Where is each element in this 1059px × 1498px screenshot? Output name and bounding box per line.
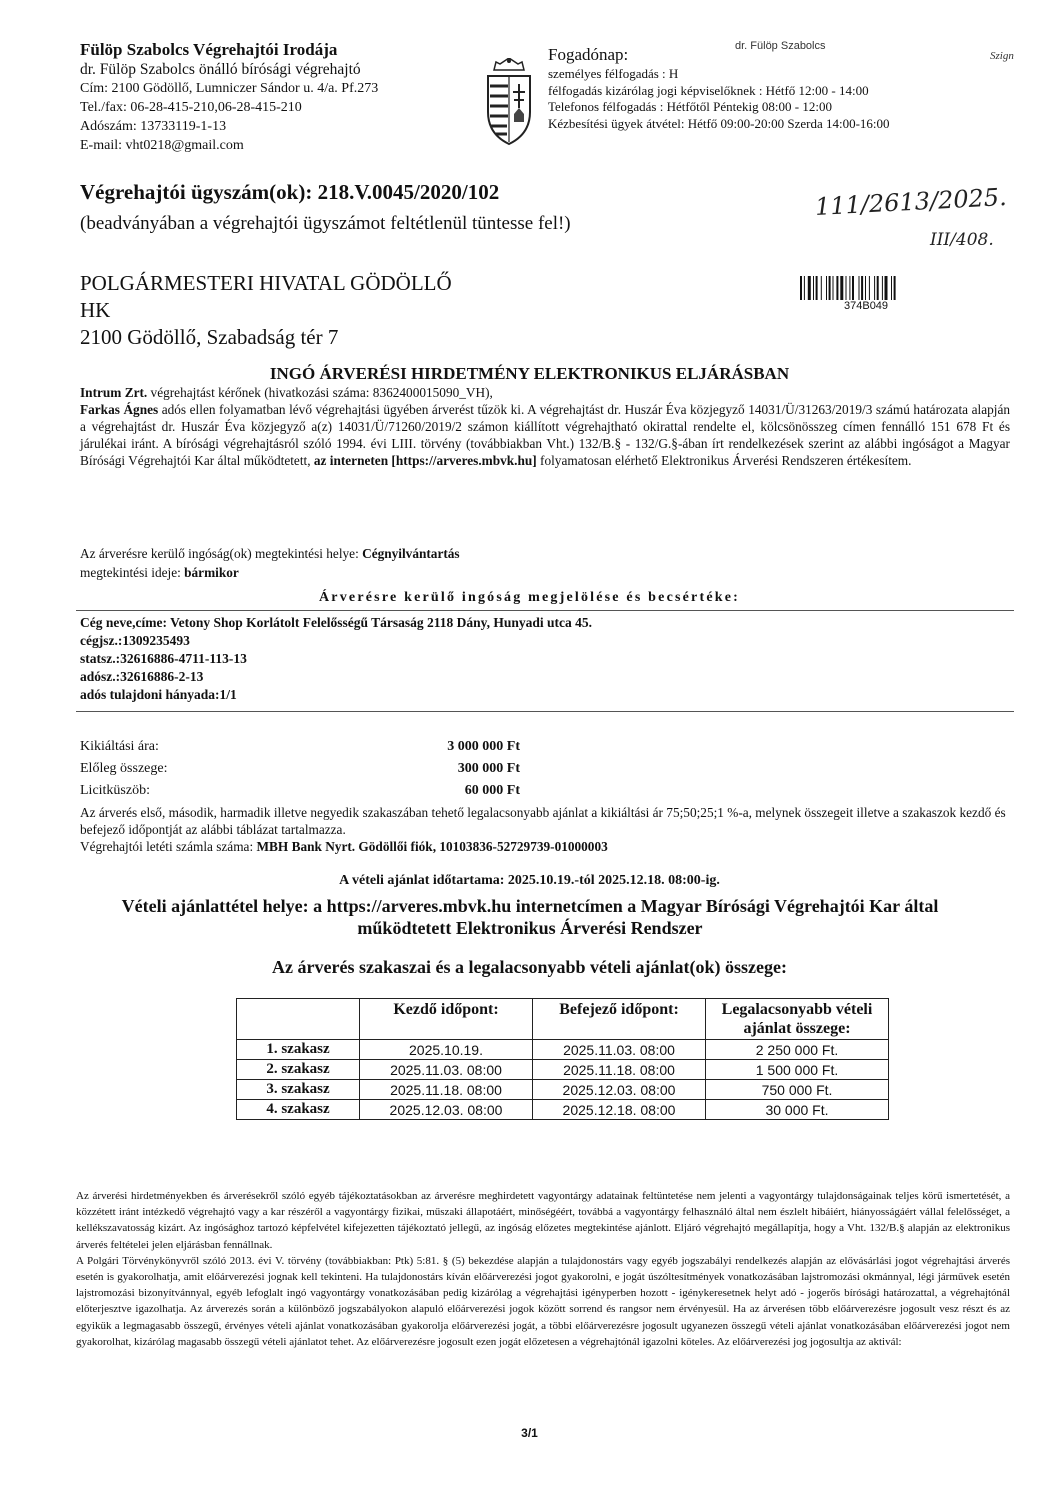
reception-title: Fogadónap: [548, 45, 629, 64]
viewing-place-label: Az árverésre kerülő ingóság(ok) megtekintési helye: [80, 546, 363, 561]
viewing-time-label: megtekintési ideje: [80, 565, 185, 580]
received-stamp: dr. Fülöp Szabolcs [735, 40, 826, 52]
reception-line: Kézbesítési ügyek átvétel: Hétfő 09:00-20:00 Szerda 14:00-16:00 [548, 115, 890, 131]
table-header: Kezdő időpont: [360, 999, 533, 1040]
auction-url-text: az interneten [https://arveres.mbvk.hu] [313, 453, 537, 468]
table-header: Befejező időpont: [533, 999, 706, 1040]
stage-min-offer: 2 250 000 Ft. [706, 1040, 889, 1060]
stage-start: 2025.11.18. 08:00 [360, 1080, 533, 1100]
office-email: E-mail: vht0218@gmail.com [80, 138, 244, 153]
price-list [80, 736, 520, 802]
reception-line: Telefonos félfogadás : Hétfőtől Péntekig 08:00 - 12:00 [548, 99, 832, 114]
stage-start: 2025.10.19. [360, 1040, 533, 1060]
office-tax-number: Adószám: 13733119-1-13 [80, 119, 227, 134]
reception-line: félfogadás kizárólag jogi képviselőknek : Hétfő 12:00 - 14:00 [548, 82, 869, 98]
stage-start: 2025.11.03. 08:00 [360, 1060, 533, 1080]
case-number: Végrehajtói ügyszám(ok): 218.V.0045/2020/102 [80, 180, 500, 204]
stages-text: Az árverés első, második, harmadik illetve negyedik szakaszában tehető legalacsonyabb ajánlat a kikiáltási ár 75;50;25;1 %-a, melynek összegeit illetve a szakaszok kezdő és befejező időpontját az alábbi táblázat tartalmazza. [80, 805, 1006, 837]
stage-min-offer: 30 000 Ft. [706, 1100, 889, 1120]
preemption-paragraph: A Polgári Törvénykönyvről szóló 2013. évi V. törvény (továbbiakban: Ptk) 5:81. § (5) bekezdése alapján a tulajdonostárs vagy egyéb jogszabályi rendelkezés alapján az elővásárlási jogot végrehajtási árverés esetén is gyakorolhatja, amit előárverezési jognak kell tekinteni. Ha tulajdonostárs kíván előárverezési jogot gyakorolni, e jogát úszóltesítmények vonatkozásában lajstromozási okmánnyal, légi járművek esetén lajstromozási bizonyítvánnyal, egyéb lefoglalt ingó vagyontárgy vonatkozásában pedig kizárólag a végrehajtási igényperben hozott - igénykeresetnek helyt adó - jogerős bírósági határozattal, a végrehajtónál előterjesztve igazolhatja. Az árverezés során a különböző jogszabályokon alapuló előárverezési jogok között sorrend és rangsor nem érvényesül. Ha az árverésen több előárverezésre jogosult vesz részt és az egyikük a legmagasabb összegű, érvényes vételi ajánlat vonatkozásában gyakorolja előárverezési jogát, a többi előárverezésre jogosult ugyanezen összegű vételi ajánlat vonatkozásában előárverezési jogot nem gyakorolhat, kizárólag magasabb összegű vételi ajánlatot tehet. Az előárverezésre jogosult ezen jogát előzetesen a végrehajtónál igazolni köteles. Az előárverezési jog jogosultja az aktivál: [76, 1254, 1010, 1348]
reception-line: személyes félfogadás : H [548, 66, 679, 81]
handwritten-registry-number: 111/2613/2025. [814, 183, 1008, 221]
barcode-icon [800, 276, 920, 300]
barcode-number: 374B049 [844, 300, 889, 312]
account-label: Végrehajtói letéti számla száma: [80, 839, 257, 854]
price-row [80, 736, 520, 758]
price-row [80, 780, 520, 802]
stages-table-title: Az árverés szakaszai és a legalacsonyabb vételi ajánlat(ok) összege: [272, 957, 787, 977]
stages-info [80, 804, 1010, 855]
offer-place: Vételi ajánlattétel helye: a https://arveres.mbvk.hu internetcímen a Magyar Bírósági Végrehajtói Kar által működtetett Elektronikus Árverési Rendszer [121, 896, 939, 938]
office-address: Cím: 2100 Gödöllő, Lumniczer Sándor u. 4/a. Pf.273 [80, 81, 379, 96]
office-phone: Tel./fax: 06-28-415-210,06-28-415-210 [80, 100, 302, 115]
office-header [80, 40, 480, 155]
disclaimer-paragraph: Az árverési hirdetményekben és árverésekről szóló egyéb tájékoztatásokban az árverésre meghirdetett vagyontárgy adatainak feltüntetése nem jelenti a vagyontárgy tulajdonságainak teljes körű ismertetését, a közzétett iránt intézkedő végrehajtó vagy a kar részéről a vagyontárgy fizikai, műszaki állapotáért, minőségéért, továbbá a vagyontárgy felhasználó által nem észlelt hibáiért, hiányosságáért vállal felelősséget, a kellékszavatosság kizárt. Az ingósághoz tartozó képfelvétel kifejezetten tájékoztató jellegű, az ingóság előzetes megtekintése ajánlott. Eljáró végrehajtó megállapítja, hogy a Vht. 132/B.§ alapján az elektronikus árverés feltételei jelen eljárásban fennállnak. [76, 1190, 1010, 1251]
table-header [237, 999, 360, 1040]
office-name: Fülöp Szabolcs Végrehajtói Irodája [80, 40, 338, 59]
company-stat-number: statsz.:32616886-4711-113-13 [80, 651, 247, 666]
company-details [80, 614, 592, 704]
company-name: Cég neve,címe: Vetony Shop Korlátolt Felelősségű Társaság 2118 Dány, Hunyadi utca 45. [80, 615, 593, 630]
creditor-name: Intrum Zrt. [80, 385, 148, 400]
fine-print [76, 1188, 1010, 1350]
price-label: Kikiáltási ára: [80, 739, 159, 754]
price-value: 300 000 Ft [457, 761, 520, 776]
account-value: MBH Bank Nyrt. Gödöllői fiók, 10103836-52729739-01000003 [256, 839, 608, 854]
bailiff-name: dr. Fülöp Szabolcs önálló bírósági végrehajtó [80, 61, 361, 78]
creditor-text: végrehajtást kérőnek (hivatkozási száma: 8362400015090_VH), [147, 385, 493, 400]
stage-end: 2025.11.18. 08:00 [533, 1060, 706, 1080]
stage-end: 2025.12.03. 08:00 [533, 1080, 706, 1100]
table-header: Legalacsonyabb vételi ajánlat összege: [706, 999, 889, 1040]
offer-period: A vételi ajánlat időtartama: 2025.10.19.-tól 2025.12.18. 08:00-ig. [339, 873, 720, 888]
signature: Szign [990, 50, 1014, 62]
stage-min-offer: 1 500 000 Ft. [706, 1060, 889, 1080]
price-row [80, 758, 520, 780]
case-number-note: (beadványában a végrehajtói ügyszámot feltétlenül tüntesse fel!) [80, 213, 571, 234]
stage-end: 2025.12.18. 08:00 [533, 1100, 706, 1120]
recipient-street: 2100 Gödöllő, Szabadság tér 7 [80, 325, 339, 349]
stage-name: 3. szakasz [237, 1080, 360, 1100]
viewing-info [80, 544, 460, 582]
table-header-row [237, 999, 889, 1040]
coat-of-arms-icon [478, 58, 540, 146]
table-row [237, 1080, 889, 1100]
stage-name: 4. szakasz [237, 1100, 360, 1120]
stage-end: 2025.11.03. 08:00 [533, 1040, 706, 1060]
stage-min-offer: 750 000 Ft. [706, 1080, 889, 1100]
viewing-time-value: bármikor [184, 565, 239, 580]
body-text: adós ellen folyamatban lévő végrehajtási ügyében árverést tűzök ki. A végrehajtást dr. Huszár Éva közjegyző 14031/Ü/31263/2019/3 számú határozata alapján a végrehajtást dr. Huszár Éva közjegyző a(z) 14031/Ü/71260/2019/2 számon kiállított végrehajtható okirattal rendelte el, kölcsönösszeg címen fennálló 151 678 Ft és járulékai iránt. A bírósági végrehajtásról szóló 1994. évi LIII. törvény (továbbiakban Vht.) 132/B.§ - 132/G.§-ában írt rendelkezések szerint az alábbi ingóságot a Magyar Bírósági Végrehajtói Kar által működtetett, [80, 402, 1010, 468]
price-label: Licitküszöb: [80, 783, 150, 798]
recipient-department: HK [80, 298, 111, 322]
handwritten-file-number: III/408. [930, 230, 994, 250]
table-row [237, 1060, 889, 1080]
recipient-name: POLGÁRMESTERI HIVATAL GÖDÖLLŐ [80, 271, 452, 295]
page-number: 3/1 [521, 1426, 538, 1440]
announcement-body [80, 384, 1010, 469]
stages-table [236, 998, 889, 1120]
company-tax-number: adósz.:32616886-2-13 [80, 669, 204, 684]
table-row [237, 1100, 889, 1120]
price-value: 3 000 000 Ft [447, 739, 520, 754]
reception-hours [548, 44, 1008, 132]
stage-start: 2025.12.03. 08:00 [360, 1100, 533, 1120]
item-heading: Árverésre kerülő ingóság megjelölése és becsértéke: [319, 590, 740, 605]
stage-name: 2. szakasz [237, 1060, 360, 1080]
body-text-end: folyamatosan elérhető Elektronikus Árverési Rendszeren értékesítem. [536, 453, 912, 468]
price-label: Előleg összege: [80, 761, 168, 776]
document-title: INGÓ ÁRVERÉSI HIRDETMÉNY ELEKTRONIKUS ELJÁRÁSBAN [269, 364, 790, 383]
recipient-address [80, 270, 452, 351]
debtor-name: Farkas Ágnes [80, 402, 159, 417]
viewing-place-value: Cégnyilvántartás [362, 546, 460, 561]
price-value: 60 000 Ft [464, 783, 520, 798]
table-row [237, 1040, 889, 1060]
ownership-share: adós tulajdoni hányada:1/1 [80, 687, 237, 702]
stage-name: 1. szakasz [237, 1040, 360, 1060]
company-registration: cégjsz.:1309235493 [80, 633, 190, 648]
